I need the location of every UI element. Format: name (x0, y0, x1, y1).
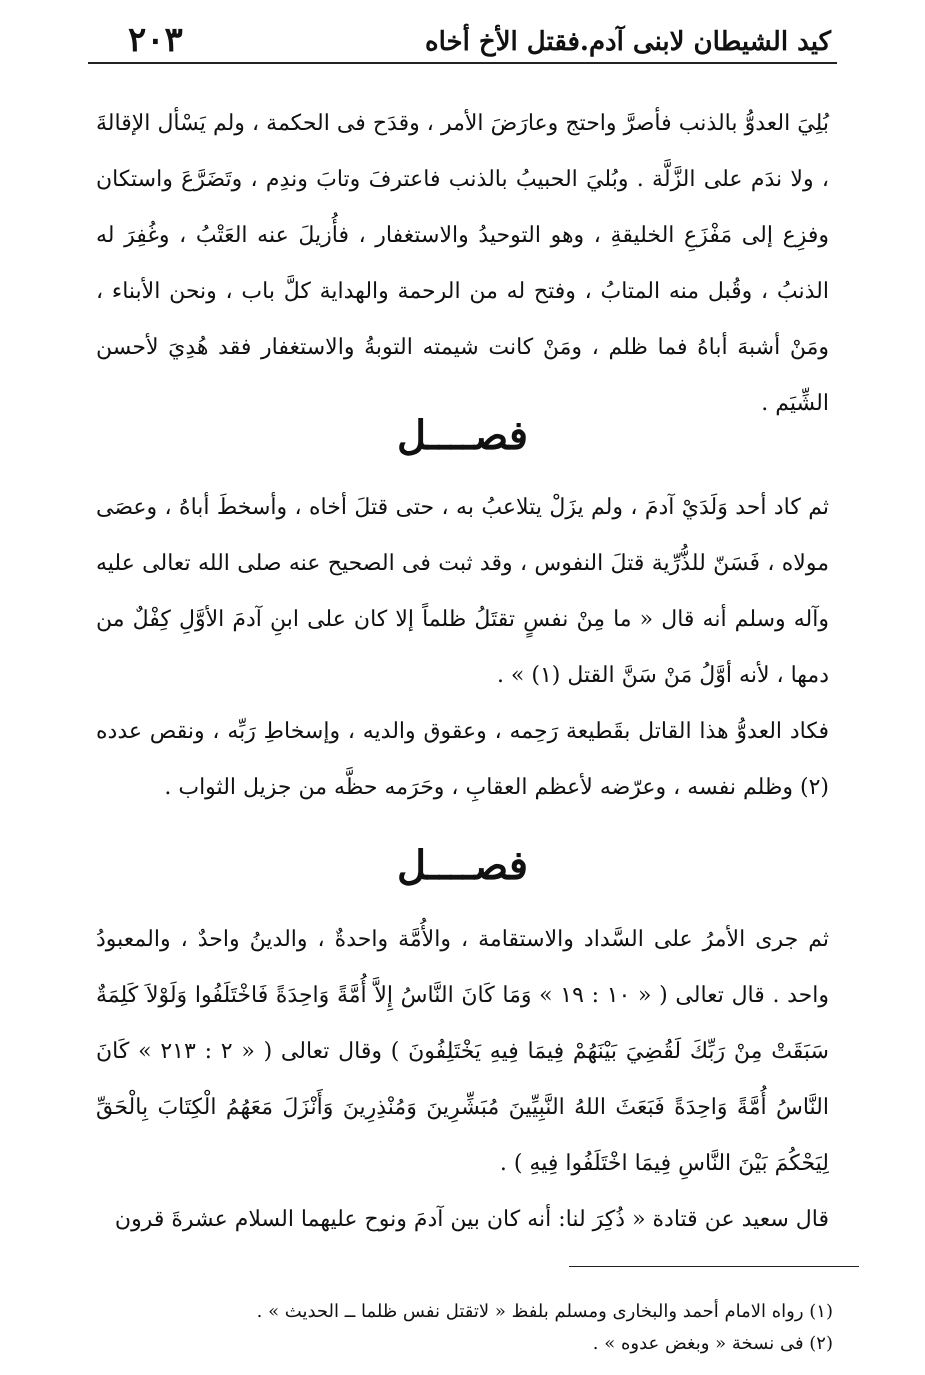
page-header (88, 14, 837, 64)
footnotes (240, 1296, 833, 1360)
running-title: كيد الشيطان لابنى آدم.فقتل الأخ أخاه (425, 27, 831, 57)
paragraph-5: قال سعيد عن قتادة « ذُكِرَ لنا: أنه كان بين آدمَ ونوح عليهما السلام عشرةَ قرون (114, 1207, 829, 1232)
page-number: ٢٠٣ (128, 20, 183, 60)
body-section-2 (96, 480, 829, 816)
paragraph-2: ثم كاد أحد وَلَدَيْ آدمَ ، ولم يزَلْ يتلاعبُ به ، حتى قتلَ أخاه ، وأسخطَ أباهُ ، وعصَى مولاه ، فَسَنّ للذُّرِّية قتلَ النفوس ، وقد ثبت فى الصحيح عنه صلى الله تعالى عليه وآله وسلم أنه قال « ما مِنْ نفسٍ تقتَلُ ظلماً إلا كان على ابنِ آدمَ الأوَّلِ كِفْلٌ من دمها ، لأنه أوَّلُ مَنْ سَنَّ القتل (١) » . (96, 495, 829, 688)
footnote-1: (١) رواه الامام أحمد والبخارى ومسلم بلفظ « لاتقتل نفس ظلما ــ الحديث » . (256, 1301, 833, 1322)
body-section-3 (96, 912, 829, 1248)
section-heading-2: فصــــل (397, 842, 528, 889)
body-section-1 (96, 96, 829, 432)
paragraph-1: بُلِيَ العدوُّ بالذنب فأصرَّ واحتج وعارَضَ الأمر ، وقدَح فى الحكمة ، ولم يَسْأل الإقالةَ ، ولا ندَم على الزَّلَّة . وبُليَ الحبيبُ بالذنب فاعترفَ وتابَ وندِم ، وتَضَرَّعَ واستكان وفزِع إلى مَفْزَعِ الخليقةِ ، وهو التوحيدُ والاستغفار ، فأُزيلَ عنه العَتْبُ ، وغُفِرَ له الذنبُ ، وقُبل منه المتابُ ، وفتح له من الرحمة والهداية كلَّ باب ، ونحن الأبناء ، ومَنْ أشبهَ أباهُ فما ظلم ، ومَنْ كانت شيمته التوبةُ والاستغفار فقد هُدِيَ لأحسن الشِّيَم . (96, 111, 829, 416)
section-heading-1: فصــــل (397, 412, 528, 459)
paragraph-3: فكاد العدوُّ هذا القاتل بقَطيعة رَحِمه ، وعقوق والديه ، وإسخاطِ رَبِّه ، ونقص عدده (٢) وظلم نفسه ، وعرّضه لأعظم العقابِ ، وحَرَمه حظَّه من جزيل الثواب . (96, 719, 829, 800)
paragraph-4: ثم جرى الأمرُ على السَّداد والاستقامة ، والأُمَّة واحدةٌ ، والدينُ واحدٌ ، والمعبودُ واحد . قال تعالى ( « ١٠ : ١٩ » وَمَا كَانَ النَّاسُ إِلاَّ أُمَّةً وَاحِدَةً فَاخْتَلَفُوا وَلَوْلاَ كَلِمَةٌ سَبَقَتْ مِنْ رَبِّكَ لَقُضِيَ بَيْنَهُمْ فِيمَا فِيهِ يَخْتَلِفُونَ ) وقال تعالى ( « ٢ : ٢١٣ » كَانَ النَّاسُ أُمَّةً وَاحِدَةً فَبَعَثَ اللهُ النَّبِيِّينَ مُبَشِّرِينَ وَمُنْذِرِينَ وَأَنْزَلَ مَعَهُمُ الْكِتَابَ بِالْحَقِّ لِيَحْكُمَ بَيْنَ النَّاسِ فِيمَا اخْتَلَفُوا فِيهِ ) . (96, 927, 829, 1176)
footnote-2: (٢) فى نسخة « وبغض عدوه » . (592, 1333, 833, 1354)
footnote-divider (569, 1266, 859, 1267)
